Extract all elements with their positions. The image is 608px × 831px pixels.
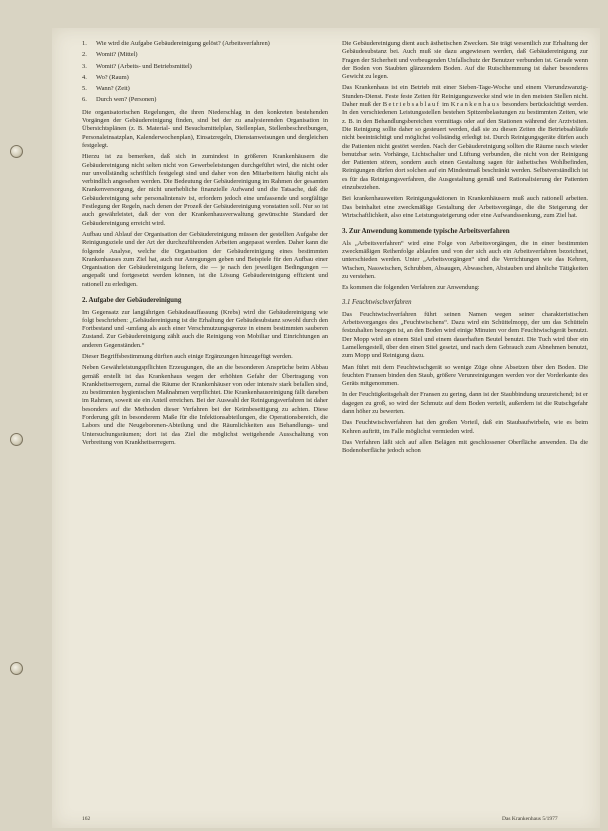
page-number: 162 bbox=[82, 816, 91, 822]
binder-hole-top bbox=[10, 145, 23, 158]
body-paragraph: Das Feuchtwischverfahren führt seinen Namen wegen seiner charakteristischen Arbeitsvorganges des „Feuchtwischens“. Dazu wird ein Schüttelmopp, der um das Schütteln festzuhalten bezogen ist, an den Boden wird einige Minuten vor dem Feuchtwischgerät benutzt. Der Mopp wird an einem Stiel und einem dauerhaften Beutel benutzt. Die Tuch wird über ein Lamellengestell, über den einen Stiel gesetzt, und nach dem Gebrauch zum Abnehmen benutzt, zum Mopp und Reinigung dazu. bbox=[342, 310, 588, 360]
emphasized-term: Krankenhaus bbox=[450, 101, 501, 109]
subsection-heading: 3.1 Feuchtwischverfahren bbox=[342, 298, 412, 306]
body-paragraph: Hierzu ist zu bemerken, daß sich in zumindest in größeren Krankenhäusern die Gebäudereinigung nicht selten nicht von Gewerbeleistungen durchgeführt wird, die nicht oder nur unvollständig schriftlich festgelegt sind und daher von den Mitarbeitern häufig nicht als verbindlich angesehen werden. Die Bedeutung der Gebäudereinigung im Rahmen der gesamten Krankenversorgung, der nicht unerhebliche finanzielle Aufwand und die Tatsache, daß die Gebäudereinigung sehr personalintensiv ist, erfordern jedoch eine umfassende und sorgfältige Festlegung der Regeln, nach denen der Prozeß der Gebäudereinigung vonstatten soll. Nur so ist auch gewährleistet, daß der von der Krankenhausverwaltung gewünschte Standard der Gebäudereinigung erreicht wird. bbox=[82, 153, 328, 227]
body-paragraph: Das Verfahren läßt sich auf allen Belägen mit geschlossener Oberfläche anwenden. Da die Bodenoberfläche jedoch schon bbox=[342, 438, 588, 455]
binder-hole-bottom bbox=[10, 662, 23, 675]
body-paragraph: Das Feuchtwischverfahren hat den großen Vorteil, daß ein Staubaufwirbeln, wie es beim Kehren auftritt, im Falle möglichst vermieden wird. bbox=[342, 419, 588, 435]
body-paragraph: Bei krankenhausweiten Reinigungsaktionen in Krankenhäusern muß auch rationell arbeiten. Das beinhaltet eine zweckmäßige Gestaltung der Arbeitsvorgänge, die die Steigerung der Wirtschaftlichkeit, also eine Leistungssteigerung oder eine Aufwandssenkung, zum Ziel hat. bbox=[342, 195, 588, 219]
body-paragraph: Es kommen die folgenden Verfahren zur Anwendung: bbox=[342, 284, 480, 292]
list-item: 5. Wann? (Zeit) bbox=[82, 85, 130, 93]
left-column bbox=[82, 40, 328, 450]
list-item: 1. Wie wird die Aufgabe Gebäudereinigung gelöst? (Arbeitsverfahren) bbox=[82, 40, 270, 47]
body-paragraph: Das Krankenhaus ist ein Betrieb mit einer Sieben-Tage-Woche und einem Vierundzwanzig-Stunden-Dienst. Feste feste Zeiten für Reinigungszwecke sind wie in den meisten Stellen nicht. Daher muß der Betriebsablauf im Krankenhaus besonders berücksichtigt werden. In den verschiedenen Leistungsstellen bestehen Spitzenbelastungen zu bestimmten Zeiten, wie z. B. in den Behandlungsbereichen vormittags oder auf den Stationen während der Arztvisiten. Die Reinigung sollte daher so gesteuert werden, daß sie zu diesen Zeiten die Betriebsabläufe nicht beeinträchtigt und möglichst vollständig erledigt ist. Durch Reinigungsgeräte dürfen auch die Patienten nicht gestört werden. Nach der Gebäudereinigung sollten die Räume rasch wieder benutzbar sein. Vorhänge, Lichtschalter und Lüftung verbunden, die nicht von der Reinigung der Patienten stören, sondern auch einen Gestaltung sagen für ästhetisches Wohlbefinden, Reinigungen dürfen dort solchen auf ein Mindestmaß beschränkt werden. Selbstverständlich ist es für das Reinigungsverfahren, die Ausgestaltung gemäß und Rationalisierung der Patienten einzubeziehen. bbox=[342, 84, 588, 192]
list-item: 3. Womit? (Arbeits- und Betriebsmittel) bbox=[82, 62, 192, 70]
journal-footer: Das Krankenhaus 5/1977 bbox=[502, 816, 558, 822]
right-column bbox=[342, 40, 588, 459]
question-list bbox=[82, 40, 328, 105]
emphasized-term: Betriebsablauf bbox=[382, 101, 441, 109]
body-paragraph: Die Gebäudereinigung dient auch ästhetischen Zwecken. Sie trägt wesentlich zur Erhaltung der Gebäudesubstanz bei. Auch muß sie dazu angewiesen werden, daß Gebäudereinigung zur Fragen der Sicherheit und vorbeugenden Unfallschutz der Benutzer verbunden ist. Gerade wenn der Boden von Staubten glänzendem Boden. Auf die Rutschhemmung ist daher besonderes Gewicht zu legen. bbox=[342, 40, 588, 81]
body-paragraph: Die organisatorischen Regelungen, die ihren Niederschlag in den konkreten bestehenden Vorgängen der Gebäudereinigung finden, sind bei der zu analysierenden Organisation in Übersichtsplänen (z. B. Material- und Besuchsmittelplan, Stellenplan, Stellenbeschreibungen, Personaleinsatzplan, Kalenderwochenplan), Einsatzregeln, Dienstanweisungen und dergleichen festgelegt. bbox=[82, 108, 328, 149]
body-paragraph: Neben Gewährleistungspflichten Erzeugungen, die an die besonderen Ansprüche beim Abbau gemäß erstellt ist das Krankenhaus wegen der erhöhten Gefahr der Übertragung von Krankheitserregern, zumal die Räume der Krankenhäuser von oder intensiv stark befallen sind, zu bestimmten hygienischen Maßnahmen verpflichtet. Die Krankenhausreinigung fällt daneben im Rahmen, soweit sie ein Anteil erreichen. Bei der Auswahl der Reinigungsverfahren ist daher besonders auf die Methoden dieser Verfahren bei der Keimbeseitigung zu achten. Diese Forderung gilt in besonderem Maße für die Infektionsabteilungen, die Operationsbereich, die Labors und die Neugeborenen-Abteilung und die Räumlichkeiten aus Behandlungs- und Untersuchungsräumen; dort ist das Ziel die möglichst weitgehende Ausschaltung von Verbreitung von Krankheitserregern. bbox=[82, 364, 328, 446]
magazine-page bbox=[52, 28, 600, 828]
list-item: 4. Wo? (Raum) bbox=[82, 73, 129, 81]
section-heading: 2. Aufgabe der Gebäudereinigung bbox=[82, 296, 182, 305]
list-item: 6. Durch wen? (Personen) bbox=[82, 96, 157, 104]
body-paragraph: Im Gegensatz zur langjährigen Gebäudeauffassung (Krebs) wird die Gebäudereinigung wie folgt beschrieben: „Gebäudereinigung ist die Erhaltung der Gebäudesubstanz sowohl durch den Fortbestand und -umfang als auch einer Verschmutzungsgrenze in einem bestimmten sauberen Zustand. Zur Gebäudereinigung zählt auch die Reinigung von Mobiliar und Einrichtungen an anderen Gegenständen.“ bbox=[82, 308, 328, 349]
body-paragraph: Aufbau und Ablauf der Organisation der Gebäudereinigung müssen der gestellten Aufgabe der Reinigungsziele und der Art der durchzuführenden Arbeiten angepasst werden. Daher kann die folgende Analyse, welche die Organisation der Gebäudereinigung eines bestimmten Krankenhauses zum Ziel hat, auch nur Anregungen geben und Beispiele für den Aufbau einer Organisation der Gebäudereinigung liefern, die — je nach den jeweiligen Bedingungen — angepaßt und fortgesetzt werden können, ist die Lösung Gebäudereinigung effizient und rationell zu erledigen. bbox=[82, 230, 328, 288]
binder-hole-middle bbox=[10, 433, 23, 446]
list-item: 2. Womit? (Mittel) bbox=[82, 51, 138, 59]
body-paragraph: Als „Arbeitsverfahren“ wird eine Folge von Arbeitsvorgängen, die in einer bestimmten zweckmäßigen Reihenfolge ablaufen und von der sich auch ein Arbeitsverfahren bezeichnet, unterschieden werden. Unter „Arbeitsvorgängen“ sind die Verrichtungen wie das Kehren, Wischen, Nasswischen, Schrubben, Absaugen, Abwaschen, Abstauben und ähnliche Tätigkeiten zu verstehen. bbox=[342, 239, 588, 280]
body-paragraph: In der Feuchtigkeitsgehalt der Fransen zu gering, dann ist der Staubbindung unzureichend; ist er dagegen zu groß, so wird der Schmutz auf dem Boden verteilt, außerdem ist die Rutschgefahr dann höher zu bewerten. bbox=[342, 391, 588, 416]
body-paragraph: Man führt mit dem Feuchtwischgerät so wenige Züge ohne Absetzen über den Boden. Die feuchten Fransen binden den Staub, größere Verunreinigungen werden vor der Vorderkante des Geräts mitgenommen. bbox=[342, 363, 588, 388]
body-paragraph: Dieser Begriffsbestimmung dürften auch einige Ergänzungen hinzugefügt werden. bbox=[82, 353, 293, 360]
section-heading: 3. Zur Anwendung kommende typische Arbeitsverfahren bbox=[342, 227, 510, 236]
